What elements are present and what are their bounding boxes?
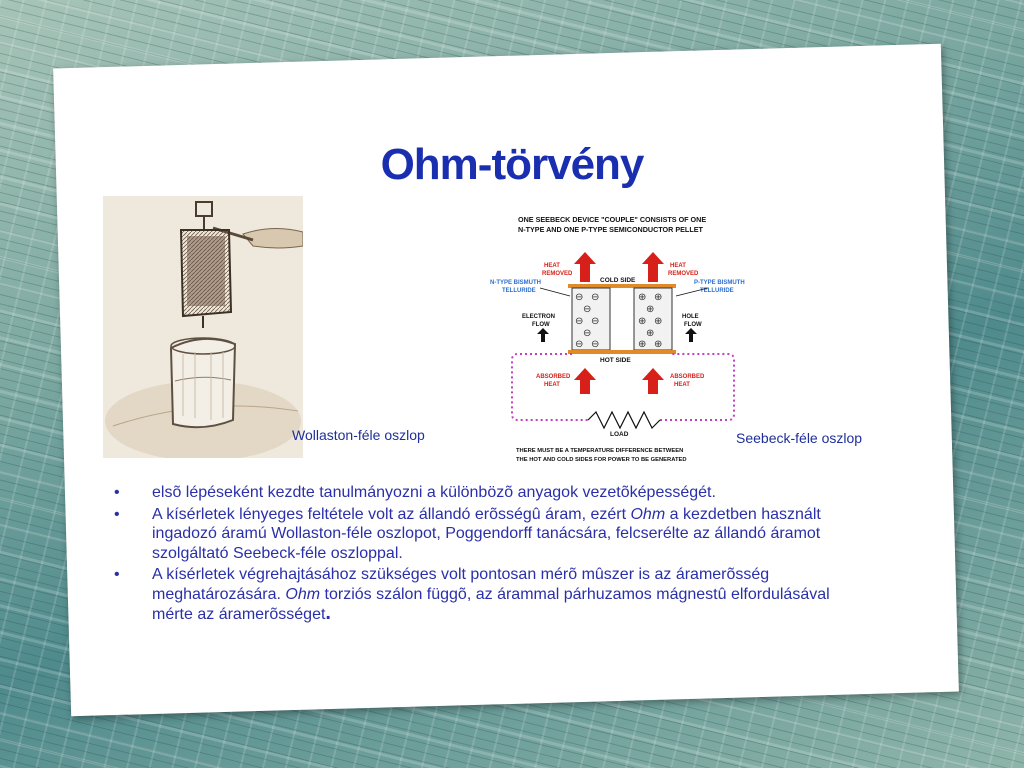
heat-removed-right-arrow	[642, 252, 664, 282]
absorbed-heat-right-1: ABSORBED	[670, 374, 705, 380]
hole-charge: ⊕	[654, 339, 663, 350]
hole-flow-label-1: HOLE	[682, 314, 699, 320]
bullet-marker: •	[114, 505, 120, 523]
heat-removed-right-1: HEAT	[670, 263, 686, 269]
bullet-text: a kezdetben használt ingadozó áramú Wollaston-féle oszlopot, Poggendorff tanácsára, felcserélte az állandó áramot szolgáltató Seebeck-féle oszloppal.	[152, 505, 821, 562]
hole-charge: ⊕	[646, 304, 655, 315]
electron-charge: ⊖	[575, 292, 584, 303]
electron-charge: ⊖	[591, 316, 600, 327]
electron-flow-label-2: FLOW	[532, 322, 550, 328]
hole-charge: ⊕	[654, 316, 663, 327]
bullet-period: .	[325, 602, 331, 624]
hot-side-label: HOT SIDE	[600, 357, 631, 364]
n-type-label-2: TELLURIDE	[502, 288, 536, 294]
electron-charge: ⊖	[591, 292, 600, 303]
bullet-item	[114, 565, 874, 625]
electron-flow-label-1: ELECTRON	[522, 314, 555, 320]
bullet-emphasis: Ohm	[285, 585, 321, 603]
heat-removed-right-2: REMOVED	[668, 271, 699, 277]
heat-removed-left-2: REMOVED	[542, 271, 573, 277]
bullet-marker: •	[114, 566, 120, 583]
electron-charge: ⊖	[591, 339, 600, 350]
hole-charge: ⊕	[638, 292, 647, 303]
heat-removed-left-1: HEAT	[544, 263, 560, 269]
bullet-text: A kísérletek lényeges feltétele volt az állandó erõsségû áram, ezért	[152, 505, 631, 523]
heat-removed-left-arrow	[574, 252, 596, 282]
bullet-text: A kísérletek végrehajtásához szükséges volt pontosan mérõ mûszer is az áramerõsség meghatározására.	[152, 566, 770, 603]
wollaston-illustration	[103, 196, 303, 458]
electron-charge: ⊖	[575, 316, 584, 327]
bullet-emphasis: Ohm	[630, 505, 666, 523]
hole-flow-label-2: FLOW	[684, 322, 702, 328]
electron-charge: ⊖	[575, 339, 584, 350]
electron-flow-arrow	[537, 328, 549, 342]
slide-title: Ohm-törvény	[380, 140, 644, 189]
bullet-item	[114, 505, 874, 564]
hot-plate	[568, 350, 676, 354]
caption-wollaston: Wollaston-féle oszlop	[292, 427, 425, 443]
hole-charge: ⊕	[638, 339, 647, 350]
hole-charge: ⊕	[654, 292, 663, 303]
absorbed-heat-right-arrow	[642, 368, 664, 394]
absorbed-heat-right-2: HEAT	[674, 382, 690, 388]
diagram-footer-2: THE HOT AND COLD SIDES FOR POWER TO BE GENERATED	[516, 457, 687, 463]
load-label: LOAD	[610, 431, 629, 438]
hole-charge: ⊕	[646, 328, 655, 339]
n-type-label-1: N-TYPE BISMUTH	[490, 280, 541, 286]
caption-seebeck: Seebeck-féle oszlop	[736, 430, 863, 446]
n-type-leader	[540, 288, 570, 296]
electron-charge: ⊖	[583, 328, 592, 339]
seebeck-diagram	[488, 212, 760, 467]
absorbed-heat-left-2: HEAT	[544, 382, 560, 388]
load-resistor	[588, 412, 660, 428]
hole-charge: ⊕	[638, 316, 647, 327]
p-type-label-1: P-TYPE BISMUTH	[694, 280, 745, 286]
bullet-marker: •	[114, 484, 120, 501]
diagram-header-1: ONE SEEBECK DEVICE "COUPLE" CONSISTS OF ONE	[518, 215, 707, 224]
diagram-footer-1: THERE MUST BE A TEMPERATURE DIFFERENCE BETWEEN	[516, 448, 684, 454]
bullet-text: elsõ lépéseként kezdte tanulmányozni a különbözõ anyagok vezetõképességét.	[152, 484, 716, 501]
bullet-list	[114, 483, 874, 627]
cold-side-label: COLD SIDE	[600, 277, 636, 284]
wollaston-drawing	[103, 196, 303, 458]
absorbed-heat-left-1: ABSORBED	[536, 374, 571, 380]
p-type-label-2: TELLURIDE	[700, 288, 734, 294]
cold-plate	[568, 284, 676, 288]
electron-charge: ⊖	[583, 304, 592, 315]
diagram-header-2: N-TYPE AND ONE P-TYPE SEMICONDUCTOR PELLET	[518, 225, 703, 234]
hole-flow-arrow	[685, 328, 697, 342]
bullet-text: torziós szálon függõ, az árammal párhuzamos mágnestû elfordulásával mérte az áramerõsséget	[152, 585, 830, 623]
bullet-item	[114, 483, 874, 503]
absorbed-heat-left-arrow	[574, 368, 596, 394]
